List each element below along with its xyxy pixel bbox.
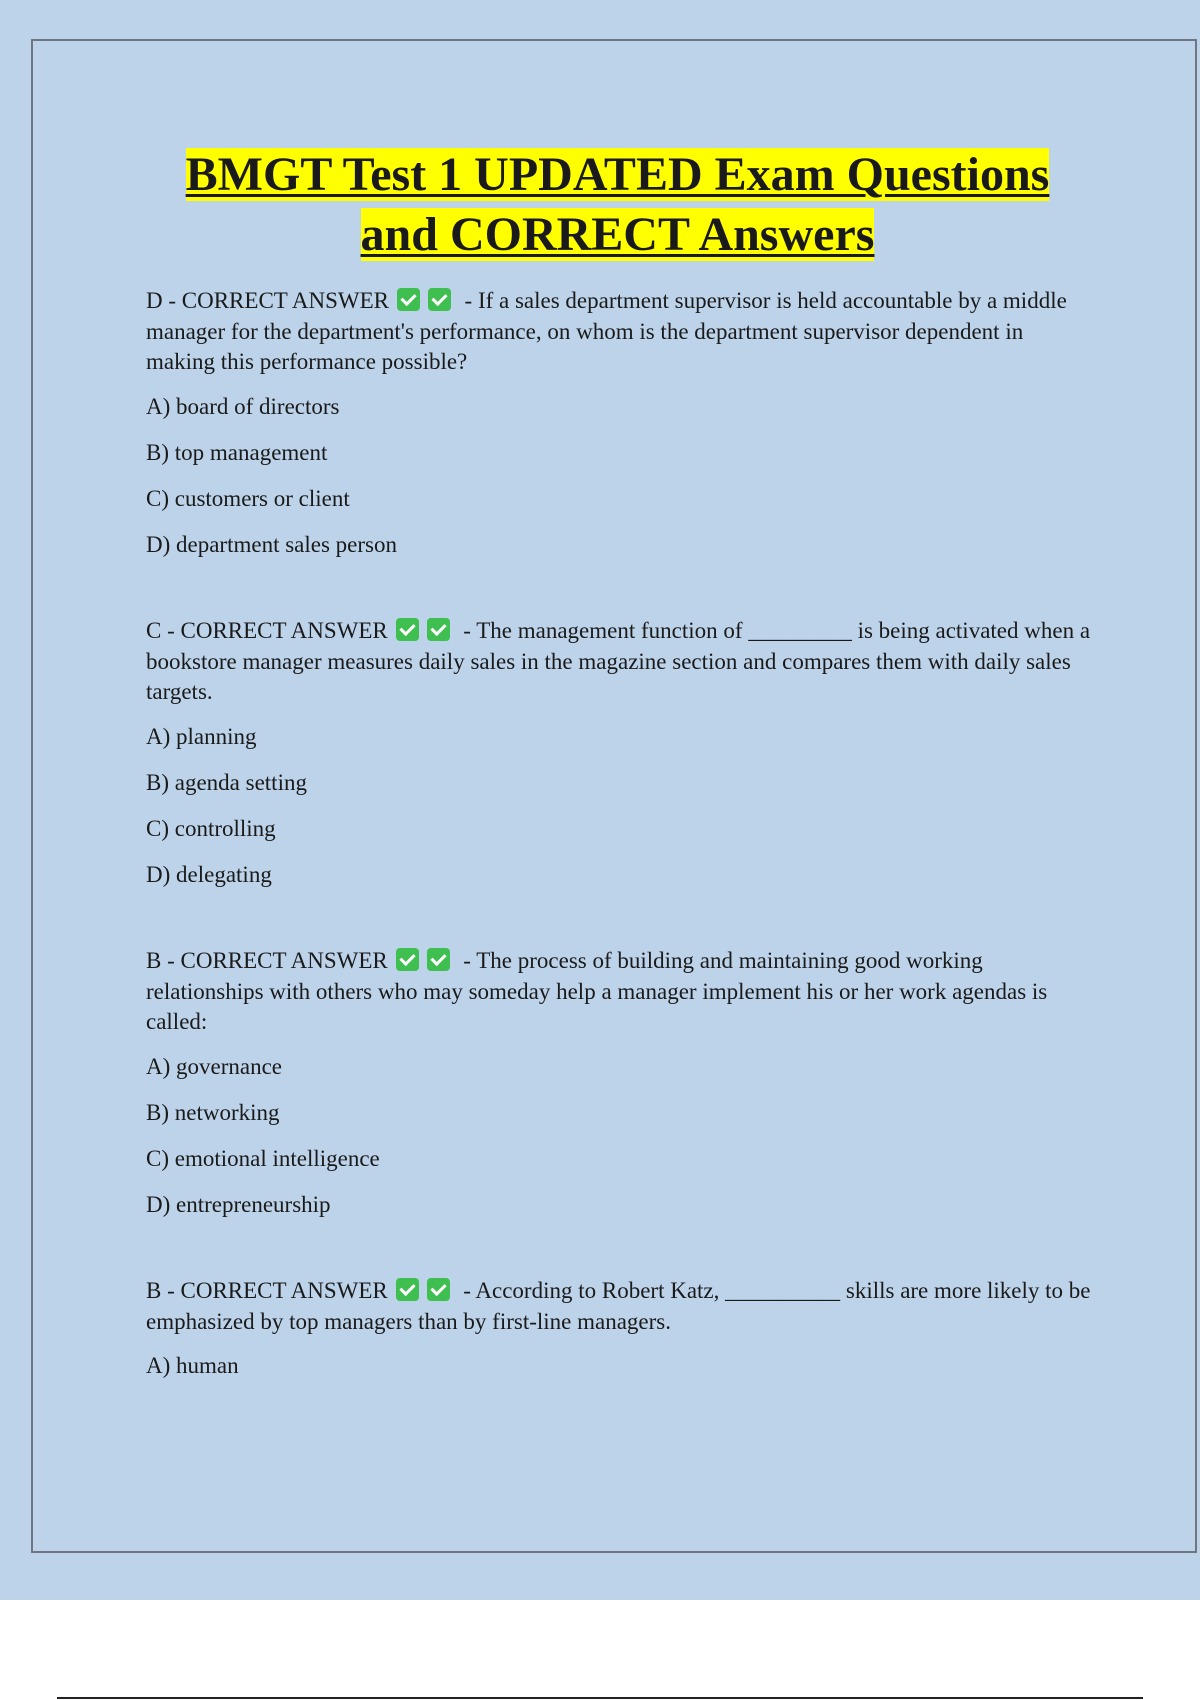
answer-option: D) delegating [146, 861, 272, 887]
question-block [146, 1276, 1096, 1382]
answer-option: A) human [146, 1353, 239, 1378]
question-text [146, 286, 1096, 378]
question-text [146, 616, 1096, 708]
question-text [146, 946, 1096, 1038]
answer-option: B) networking [146, 1099, 280, 1125]
answer-option: D) department sales person [146, 531, 398, 557]
question-text [146, 1276, 1096, 1337]
check-mark-icon [396, 618, 419, 641]
check-mark-icon [427, 948, 450, 971]
answer-option: C) controlling [146, 815, 276, 841]
answer-option: D) entrepreneurship [146, 1191, 331, 1217]
footer-divider [57, 1697, 1143, 1699]
check-mark-icon [397, 288, 420, 311]
question-list [146, 286, 1096, 1397]
check-mark-icon [396, 948, 419, 971]
answer-option: B) top management [146, 439, 328, 465]
answer-label: B - CORRECT ANSWER [146, 948, 394, 973]
answer-option: A) planning [146, 723, 257, 749]
title-line-2: and CORRECT Answers [360, 208, 875, 261]
question-block [146, 616, 1096, 890]
check-mark-icon [427, 618, 450, 641]
answer-option: B) agenda setting [146, 769, 307, 795]
answer-label: D - CORRECT ANSWER [146, 288, 395, 313]
question-body: - If a sales department supervisor is held accountable by a middle manager for the department's performance, on whom is the department supervisor dependent in making this performance possible? [146, 288, 1067, 374]
answer-option: A) board of directors [146, 393, 340, 419]
question-block [146, 946, 1096, 1220]
question-body: - According to Robert Katz, __________ skills are more likely to be emphasized by top managers than by first-line managers. [146, 1278, 1091, 1334]
document-title [60, 145, 1175, 265]
answer-label: B - CORRECT ANSWER [146, 1278, 394, 1303]
answer-option: C) emotional intelligence [146, 1145, 380, 1171]
question-body: - The process of building and maintaining good working relationships with others who may someday help a manager implement his or her work agendas is called: [146, 948, 1048, 1034]
answer-label: C - CORRECT ANSWER [146, 618, 394, 643]
check-mark-icon [396, 1278, 419, 1301]
answer-option: A) governance [146, 1053, 283, 1079]
question-body: - The management function of _________ is being activated when a bookstore manager measures daily sales in the magazine section and compares them with daily sales targets. [146, 618, 1091, 704]
check-mark-icon [427, 1278, 450, 1301]
check-mark-icon [428, 288, 451, 311]
answer-option: C) customers or client [146, 485, 350, 511]
title-line-1: BMGT Test 1 UPDATED Exam Questions [185, 148, 1050, 201]
question-block [146, 286, 1096, 560]
